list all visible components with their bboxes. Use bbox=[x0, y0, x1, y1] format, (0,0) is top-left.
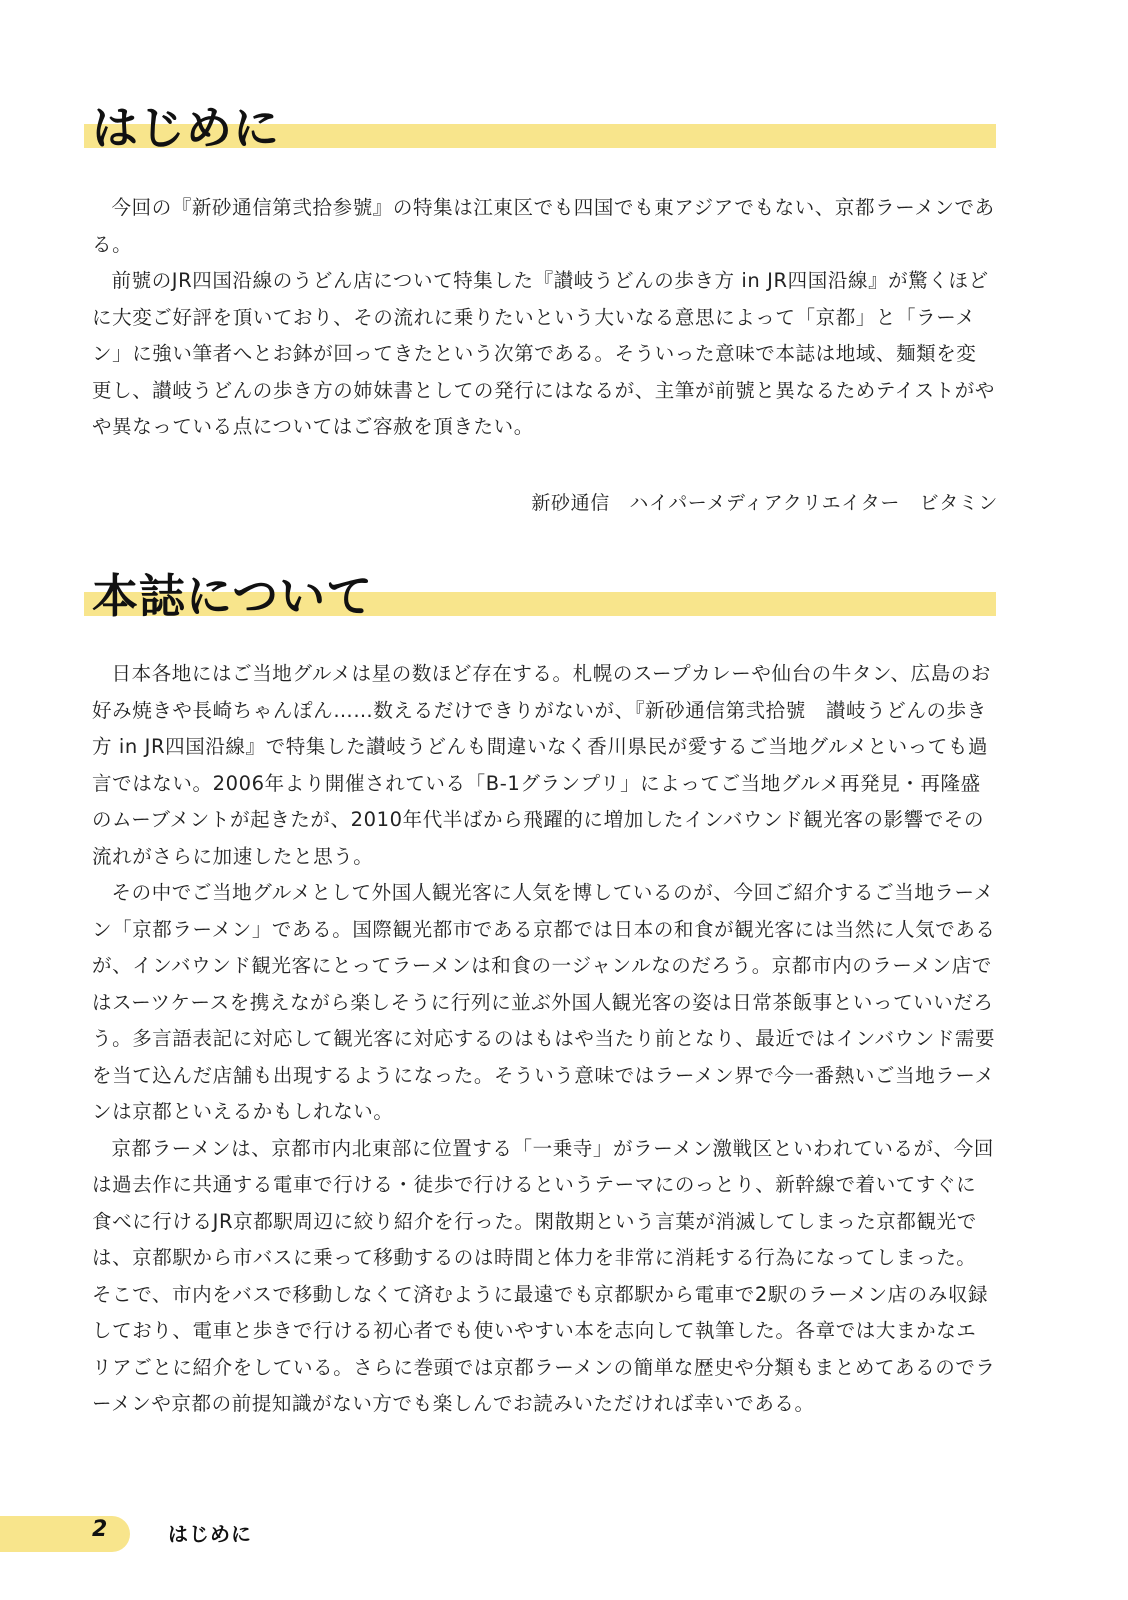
page-number: 2 bbox=[92, 1517, 108, 1542]
about-heading-block bbox=[84, 568, 996, 638]
intro-paragraph-1: 今回の『新砂通信第弐拾参號』の特集は江東区でも四国でも東アジアでもない、京都ラーメンである。 bbox=[92, 196, 995, 256]
running-head: はじめに bbox=[168, 1522, 252, 1546]
about-body bbox=[92, 656, 996, 1423]
about-heading: 本誌について bbox=[92, 569, 374, 623]
intro-heading: はじめに bbox=[92, 101, 280, 155]
intro-signature: 新砂通信 ハイパーメディアクリエイター ビタミン bbox=[531, 492, 998, 514]
about-paragraph-3: 京都ラーメンは、京都市内北東部に位置する「一乗寺」がラーメン激戦区といわれているが、今回は過去作に共通する電車で行ける・徒歩で行けるというテーマにのっとり、新幹線で着いてすぐに食べに行けるJR京都駅周辺に絞り紹介を行った。閑散期という言葉が消滅してしまった京都観光では、京都駅から市バスに乗って移動するのは時間と体力を非常に消耗する行為になってしまった。そこで、市内をバスで移動しなくて済むように最遠でも京都駅から電車で2駅のラーメン店のみ収録しており、電車と歩きで行ける初心者でも使いやすい本を志向して執筆した。各章では大まかなエリアごとに紹介をしている。さらに巻頭では京都ラーメンの簡単な歴史や分類もまとめてあるのでラーメンや京都の前提知識がない方でも楽しんでお読みいただければ幸いである。 bbox=[92, 1136, 996, 1415]
intro-paragraph-2: 前號のJR四国沿線のうどん店について特集した『讃岐うどんの歩き方 in JR四国沿線』が驚くほどに大変ご好評を頂いており、その流れに乗りたいという大いなる意思によって「京都」と「ラーメン」に強い筆者へとお鉢が回ってきたという次第である。そういった意味で本誌は地域、麺類を変更し、讃岐うどんの歩き方の姉妹書としての発行にはなるが、主筆が前號と異なるためテイストがやや異なっている点についてはご容赦を頂きたい。 bbox=[92, 269, 995, 438]
page-number-tab bbox=[0, 1516, 130, 1552]
about-paragraph-1: 日本各地にはご当地グルメは星の数ほど存在する。札幌のスープカレーや仙台の牛タン、広島のお好み焼きや長崎ちゃんぽん……数えるだけできりがないが、『新砂通信第弐拾號 讃岐うどんの歩き方 in JR四国沿線』で特集した讃岐うどんも間違いなく香川県民が愛するご当地グルメといっても過言ではない。2006年より開催されている「B-1グランプリ」によってご当地グルメ再発見・再隆盛のムーブメントが起きたが、2010年代半ばから飛躍的に増加したインバウンド観光客の影響でその流れがさらに加速したと思う。 bbox=[92, 662, 992, 868]
about-paragraph-2: その中でご当地グルメとして外国人観光客に人気を博しているのが、今回ご紹介するご当地ラーメン「京都ラーメン」である。国際観光都市である京都では日本の和食が観光客には当然に人気であるが、インバウンド観光客にとってラーメンは和食の一ジャンルなのだろう。京都市内のラーメン店ではスーツケースを携えながら楽しそうに行列に並ぶ外国人観光客の姿は日常茶飯事といっていいだろう。多言語表記に対応して観光客に対応するのはもはや当たり前となり、最近ではインバウンド需要を当て込んだ店舗も出現するようになった。そういう意味ではラーメン界で今一番熱いご当地ラーメンは京都といえるかもしれない。 bbox=[92, 881, 996, 1123]
intro-body bbox=[92, 190, 996, 446]
intro-heading-block bbox=[84, 100, 996, 170]
